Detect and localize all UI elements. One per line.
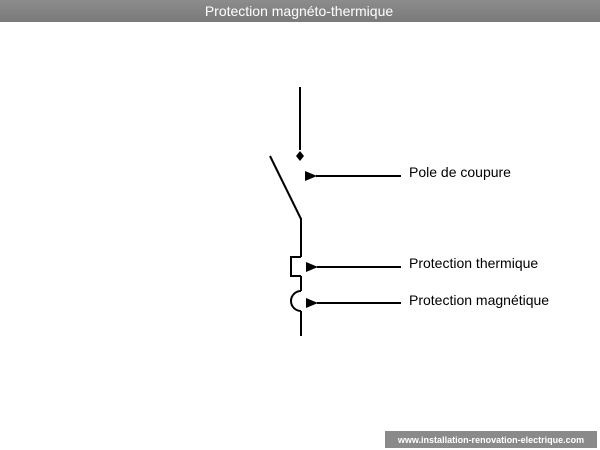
switch-blade bbox=[270, 156, 301, 219]
thermal-element bbox=[291, 257, 301, 276]
label-protection-magnetique: Protection magnétique bbox=[409, 292, 550, 308]
footer-bar bbox=[385, 431, 597, 448]
page-title: Protection magnéto-thermique bbox=[204, 3, 394, 19]
magnetic-element bbox=[291, 291, 301, 311]
label-pole-de-coupure: Pole de coupure bbox=[409, 164, 511, 180]
label-protection-thermique: Protection thermique bbox=[409, 255, 539, 271]
website-url: www.installation-renovation-electrique.com bbox=[397, 434, 585, 445]
contact-diamond bbox=[296, 151, 304, 161]
